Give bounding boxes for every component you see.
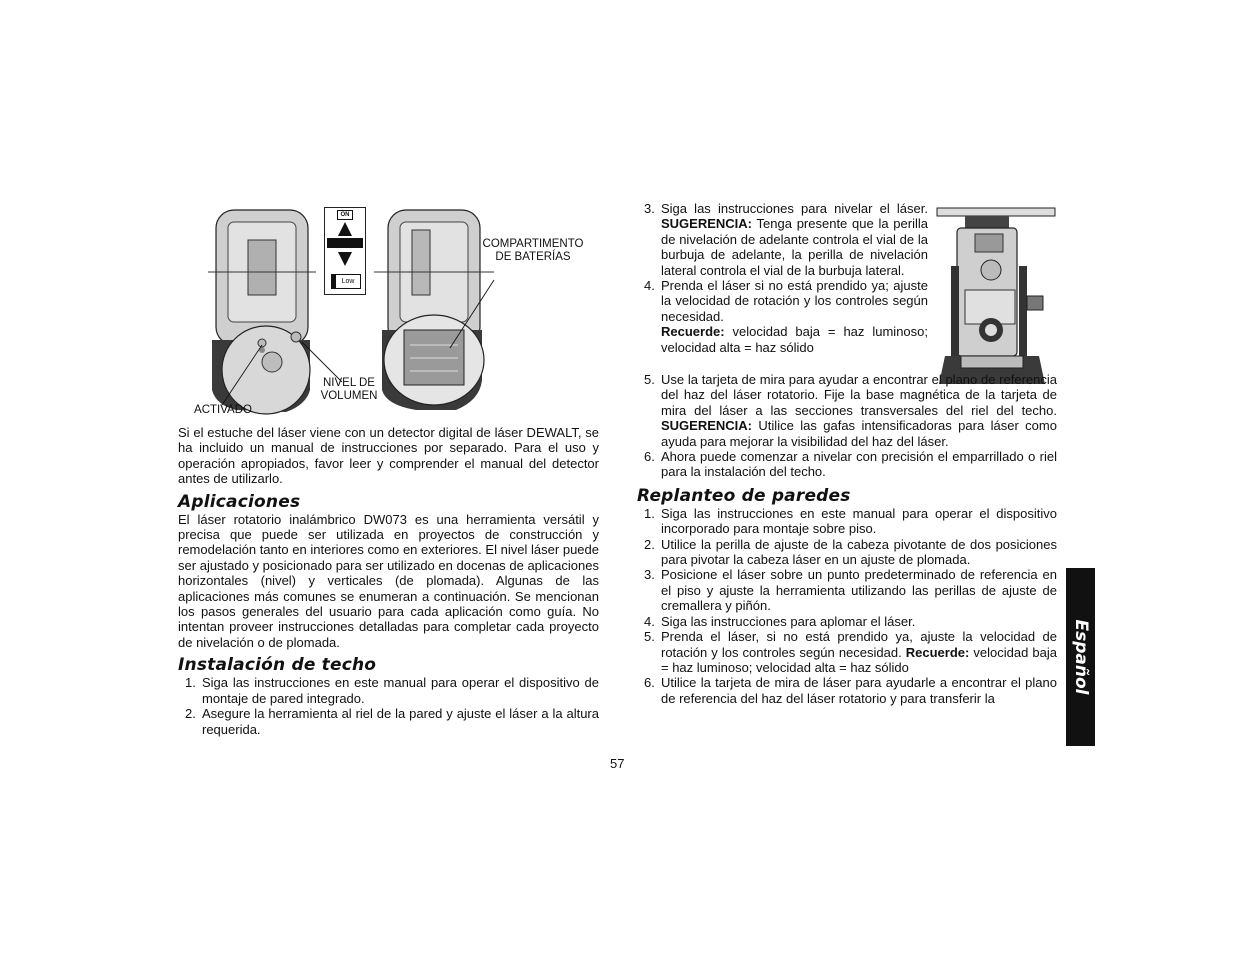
detector-back-view xyxy=(374,210,494,410)
list-item: 3. Posicione el láser sobre un punto predeterminado de referencia en el piso y ajuste la herramienta utilizando las perillas de ajuste de cremallera y piñón. xyxy=(644,567,1057,614)
section-title-instalacion: Instalación de techo xyxy=(178,655,377,676)
activated-label: ACTIVADO xyxy=(194,404,252,416)
laser-on-rail-figure xyxy=(935,206,1057,396)
replanteo-list xyxy=(637,506,1057,706)
left-column xyxy=(178,425,599,737)
indicator-panel xyxy=(324,207,366,295)
detector-figure xyxy=(176,200,606,425)
on-indicator: ON xyxy=(337,210,353,220)
instalacion-list-continued xyxy=(637,201,928,355)
volume-level-label: NIVEL DE VOLUMEN xyxy=(320,377,378,402)
list-item: 5. Prenda el láser, si no está prendido ya, ajuste la velocidad de rotación y los controles según necesidad. Recuerde: velocidad baja = haz luminoso; velocidad alta = haz sólido xyxy=(644,629,1057,675)
list-item: 1. Siga las instrucciones en este manual para operar el dispositivo incorporado para montaje sobre piso. xyxy=(644,505,1057,537)
battery-compartment-label: COMPARTIMENTO DE BATERÍAS xyxy=(482,238,584,263)
language-tab xyxy=(1066,568,1095,746)
list-item: 4. Prenda el láser si no está prendido ya; ajuste la velocidad de rotación y los controles según necesidad. Recuerde: velocidad baja = haz luminoso; velocidad alta = haz sólido xyxy=(644,278,928,355)
instalacion-list xyxy=(178,675,599,737)
level-bar xyxy=(327,238,363,248)
language-tab-label: Español xyxy=(1070,619,1091,695)
aplicaciones-paragraph: El láser rotatorio inalámbrico DW073 es una herramienta versátil y precisa que puede ser utilizada en proyectos de construcción y remodelación tanto en interiores como en exteriores. El nivel láser puede ser ajustado y posicionado para ser utilizado en docenas de aplicaciones horizontales (nivel) y verticales (de plomada). Algunas de las aplicaciones más comunes se enumeran a continuación. Se mencionan los pasos generales del usuario para cada aplicación como guía. No intentan proveer instrucciones detalladas para completar cada proyecto de nivelación o de plomada. xyxy=(178,511,599,650)
right-column-top xyxy=(637,201,928,355)
page-number: 57 xyxy=(610,756,625,771)
intro-paragraph: Si el estuche del láser viene con un detector digital de láser DEWALT, se ha incluido un manual de instrucciones por separado. Para el uso y operación apropiados, favor leer y comprender el manual del detector antes de utilizarlo. xyxy=(178,425,599,487)
low-indicator: Low xyxy=(331,274,361,289)
section-title-aplicaciones: Aplicaciones xyxy=(178,491,301,512)
level-down-arrow-icon xyxy=(338,252,352,266)
list-item: 2. Utilice la perilla de ajuste de la cabeza pivotante de dos posiciones para pivotar la cabeza láser en un ajuste de plomada. xyxy=(644,536,1057,568)
list-item: 5. Use la tarjeta de mira para ayudar a encontrar el plano de referencia del haz del láser rotatorio. Fije la base magnética de la tarjeta de mira del láser a las secciones transversales del riel del techo. SUGERENCIA: Utilice las gafas intensificadoras para láser como ayuda para mejorar la visibilidad del haz del láser. xyxy=(644,372,1057,449)
list-item: 2. Asegure la herramienta al riel de la pared y ajuste el láser a la altura requerida. xyxy=(185,706,599,737)
list-item: 6. Utilice la tarjeta de mira de láser para ayudarle a encontrar el plano de referencia del haz del láser rotatorio y para transferir la xyxy=(644,675,1057,706)
level-up-arrow-icon xyxy=(338,222,352,236)
list-item: 3. Siga las instrucciones para nivelar el láser. SUGERENCIA: Tenga presente que la perilla de nivelación de adelante controla el vial de la burbuja de adelante, la perilla de nivelación lateral controla el vial de la burbuja lateral. xyxy=(644,201,928,278)
list-item: 1. Siga las instrucciones en este manual para operar el dispositivo de montaje de pared integrado. xyxy=(185,675,599,706)
right-column-main xyxy=(637,372,1057,706)
section-title-replanteo: Replanteo de paredes xyxy=(637,485,851,506)
list-item: 6. Ahora puede comenzar a nivelar con precisión el emparrillado o riel para la instalación del techo. xyxy=(644,449,1057,480)
list-item: 4. Siga las instrucciones para aplomar el láser. xyxy=(644,613,916,629)
instalacion-list-items-5-6 xyxy=(637,372,1057,480)
